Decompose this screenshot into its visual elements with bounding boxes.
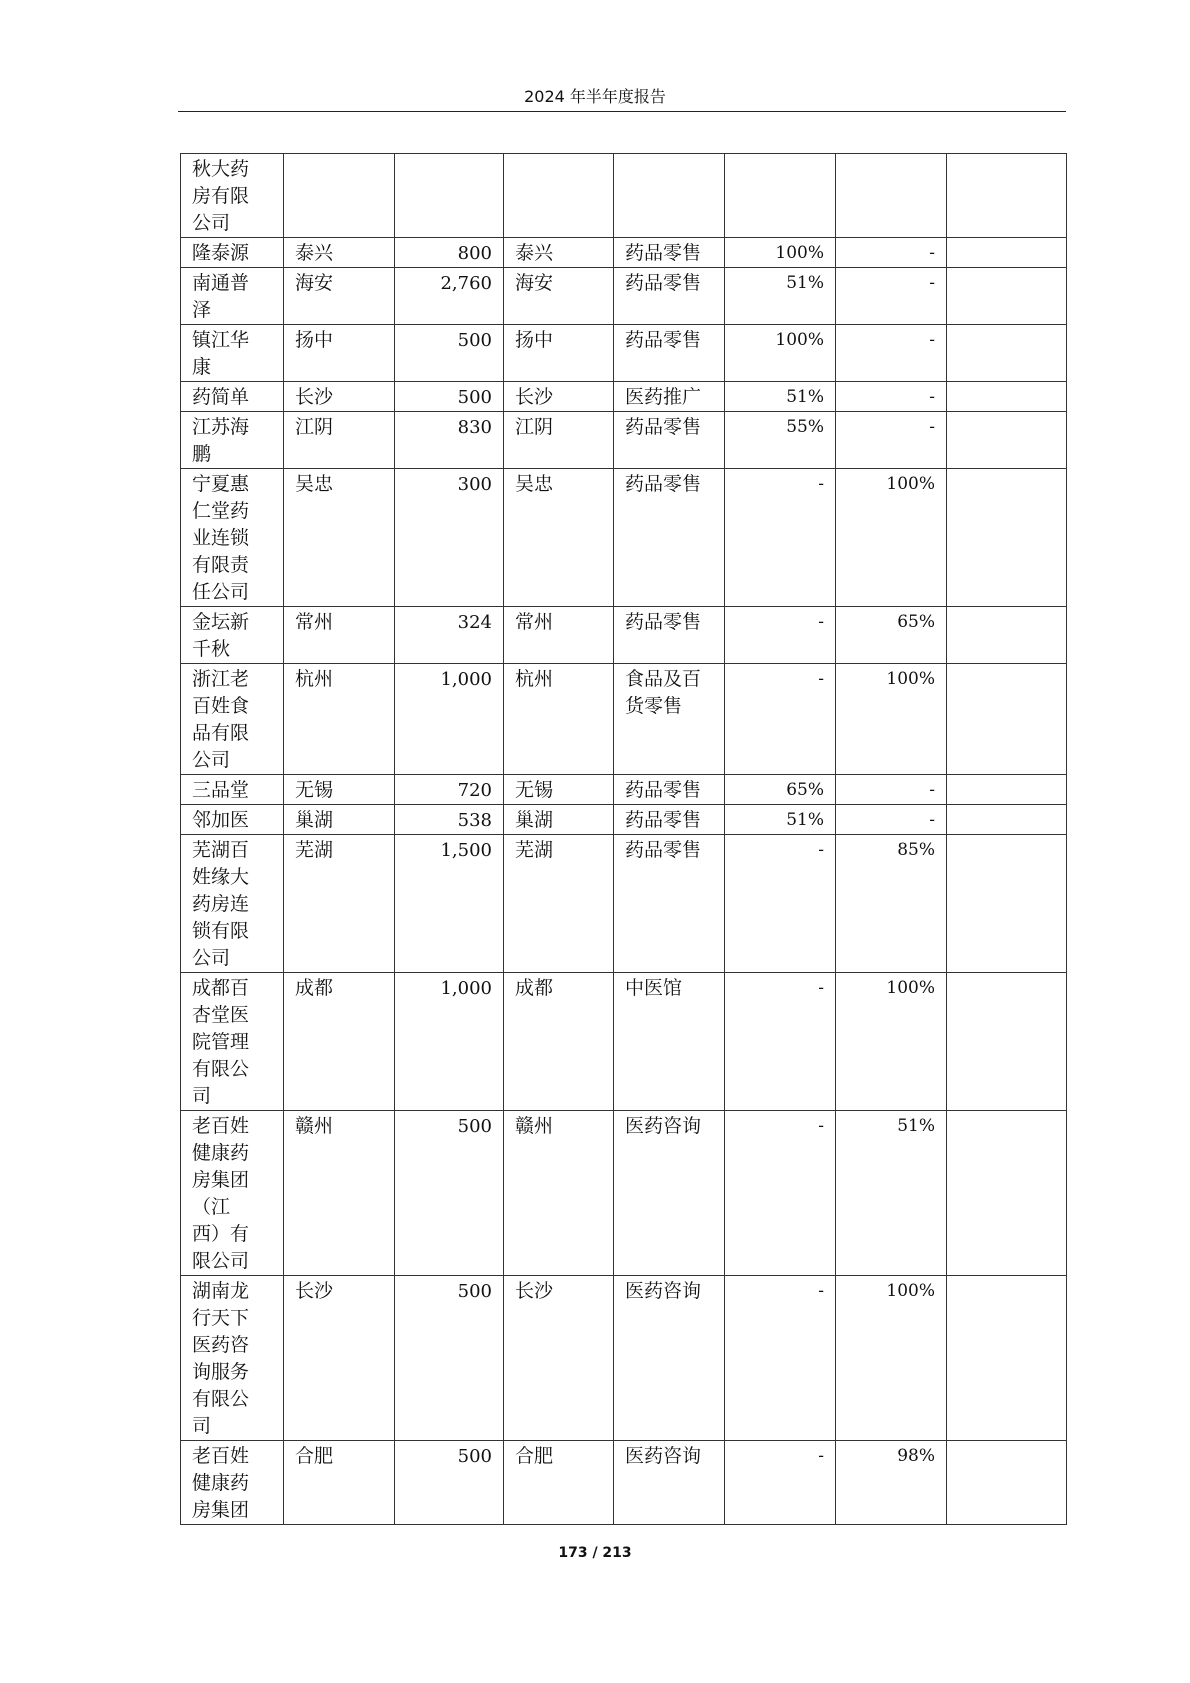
indirect-share-cell-text: 100% <box>886 474 935 494</box>
business-nature-cell-text: 药品零售 <box>625 242 702 264</box>
registered-capital-cell <box>395 154 504 238</box>
business-nature-cell <box>614 1111 725 1276</box>
business-nature-cell <box>614 154 725 238</box>
business-nature-cell <box>614 775 725 805</box>
registration-place-cell-text: 常州 <box>515 611 554 633</box>
registration-place-cell-text: 赣州 <box>515 1115 554 1137</box>
remark-cell <box>947 238 1067 268</box>
subsidiary-name-cell <box>181 973 284 1111</box>
main-place-cell-text: 江阴 <box>295 416 334 438</box>
registered-capital-cell-text: 1,500 <box>440 840 492 861</box>
main-place-cell <box>284 154 395 238</box>
main-place-cell <box>284 1441 395 1525</box>
main-place-cell <box>284 664 395 775</box>
direct-share-cell-text: - <box>818 1281 824 1301</box>
business-nature-cell-text: 医药咨询 <box>625 1445 702 1467</box>
direct-share-cell <box>725 607 836 664</box>
registration-place-cell <box>504 469 614 607</box>
remark-cell <box>947 325 1067 382</box>
registered-capital-cell <box>395 469 504 607</box>
direct-share-cell-text: 55% <box>786 417 824 437</box>
remark-cell <box>947 664 1067 775</box>
table-row <box>181 1111 1067 1276</box>
registered-capital-cell-text: 1,000 <box>440 978 492 999</box>
registered-capital-cell <box>395 412 504 469</box>
remark-cell <box>947 154 1067 238</box>
indirect-share-cell <box>836 268 947 325</box>
direct-share-cell <box>725 1441 836 1525</box>
remark-cell <box>947 382 1067 412</box>
subsidiary-name-cell-text: 老百姓 健康药 房集团 （江 西）有 限公司 <box>192 1115 250 1272</box>
registered-capital-cell-text: 500 <box>457 1446 492 1467</box>
direct-share-cell-text: 51% <box>786 810 824 830</box>
business-nature-cell <box>614 1441 725 1525</box>
registered-capital-cell <box>395 1276 504 1441</box>
main-place-cell <box>284 238 395 268</box>
remark-cell <box>947 469 1067 607</box>
indirect-share-cell-text: - <box>929 417 935 437</box>
direct-share-cell <box>725 238 836 268</box>
business-nature-cell <box>614 805 725 835</box>
registration-place-cell-text: 杭州 <box>515 668 554 690</box>
indirect-share-cell-text: - <box>929 243 935 263</box>
subsidiary-name-cell-text: 老百姓 健康药 房集团 <box>192 1445 250 1521</box>
direct-share-cell-text: - <box>818 474 824 494</box>
registration-place-cell <box>504 268 614 325</box>
indirect-share-cell <box>836 382 947 412</box>
subsidiary-name-cell <box>181 1441 284 1525</box>
registration-place-cell-text: 长沙 <box>515 1280 554 1302</box>
registration-place-cell-text: 长沙 <box>515 386 554 408</box>
registered-capital-cell <box>395 805 504 835</box>
indirect-share-cell <box>836 412 947 469</box>
business-nature-cell-text: 药品零售 <box>625 611 702 633</box>
direct-share-cell <box>725 469 836 607</box>
subsidiary-name-cell-text: 南通普 泽 <box>192 272 250 321</box>
business-nature-cell-text: 药品零售 <box>625 809 702 831</box>
subsidiary-name-cell-text: 隆泰源 <box>192 242 250 264</box>
registered-capital-cell-text: 538 <box>457 810 492 831</box>
business-nature-cell-text: 药品零售 <box>625 329 702 351</box>
remark-cell <box>947 268 1067 325</box>
remark-cell <box>947 412 1067 469</box>
indirect-share-cell-text: 98% <box>897 1446 935 1466</box>
subsidiary-name-cell-text: 宁夏惠 仁堂药 业连锁 有限责 任公司 <box>192 473 250 603</box>
main-place-cell-text: 杭州 <box>295 668 334 690</box>
business-nature-cell-text: 医药推广 <box>625 386 702 408</box>
registration-place-cell <box>504 325 614 382</box>
indirect-share-cell-text: 100% <box>886 978 935 998</box>
registered-capital-cell <box>395 1111 504 1276</box>
registered-capital-cell <box>395 268 504 325</box>
business-nature-cell <box>614 268 725 325</box>
table-row <box>181 238 1067 268</box>
registered-capital-cell <box>395 238 504 268</box>
registered-capital-cell <box>395 607 504 664</box>
subsidiary-name-cell <box>181 268 284 325</box>
main-place-cell-text: 长沙 <box>295 1280 334 1302</box>
subsidiary-name-cell-text: 湖南龙 行天下 医药咨 询服务 有限公 司 <box>192 1280 250 1437</box>
main-place-cell <box>284 412 395 469</box>
registration-place-cell <box>504 775 614 805</box>
table-row <box>181 805 1067 835</box>
registration-place-cell-text: 合肥 <box>515 1445 554 1467</box>
main-place-cell-text: 常州 <box>295 611 334 633</box>
main-place-cell <box>284 835 395 973</box>
subsidiary-name-cell <box>181 469 284 607</box>
business-nature-cell-text: 食品及百 货零售 <box>625 668 702 717</box>
subsidiary-name-cell <box>181 1276 284 1441</box>
indirect-share-cell-text: 85% <box>897 840 935 860</box>
table-row <box>181 1276 1067 1441</box>
table-row <box>181 325 1067 382</box>
registered-capital-cell <box>395 664 504 775</box>
subsidiary-name-cell <box>181 775 284 805</box>
registration-place-cell <box>504 1111 614 1276</box>
registered-capital-cell <box>395 382 504 412</box>
direct-share-cell <box>725 268 836 325</box>
indirect-share-cell <box>836 238 947 268</box>
direct-share-cell <box>725 835 836 973</box>
direct-share-cell-text: - <box>818 1446 824 1466</box>
subsidiary-name-cell-text: 药简单 <box>192 386 250 408</box>
indirect-share-cell <box>836 154 947 238</box>
registered-capital-cell-text: 500 <box>457 330 492 351</box>
indirect-share-cell <box>836 1441 947 1525</box>
registration-place-cell-text: 无锡 <box>515 779 554 801</box>
registered-capital-cell <box>395 973 504 1111</box>
direct-share-cell-text: 51% <box>786 273 824 293</box>
registered-capital-cell <box>395 325 504 382</box>
direct-share-cell <box>725 382 836 412</box>
remark-cell <box>947 835 1067 973</box>
direct-share-cell-text: 100% <box>775 243 824 263</box>
business-nature-cell <box>614 469 725 607</box>
main-place-cell-text: 扬中 <box>295 329 334 351</box>
remark-cell <box>947 1276 1067 1441</box>
business-nature-cell-text: 药品零售 <box>625 416 702 438</box>
table-row <box>181 775 1067 805</box>
table-row <box>181 268 1067 325</box>
registered-capital-cell-text: 830 <box>457 417 492 438</box>
subsidiary-name-cell-text: 浙江老 百姓食 品有限 公司 <box>192 668 250 771</box>
direct-share-cell-text: - <box>818 612 824 632</box>
subsidiary-name-cell-text: 江苏海 鹏 <box>192 416 250 465</box>
indirect-share-cell <box>836 664 947 775</box>
main-place-cell <box>284 805 395 835</box>
direct-share-cell-text: - <box>818 1116 824 1136</box>
direct-share-cell <box>725 1111 836 1276</box>
indirect-share-cell <box>836 775 947 805</box>
business-nature-cell-text: 药品零售 <box>625 779 702 801</box>
indirect-share-cell-text: 100% <box>886 1281 935 1301</box>
table-row <box>181 382 1067 412</box>
subsidiary-name-cell-text: 三品堂 <box>192 779 250 801</box>
main-place-cell <box>284 607 395 664</box>
main-place-cell-text: 海安 <box>295 272 334 294</box>
registration-place-cell <box>504 412 614 469</box>
registered-capital-cell-text: 720 <box>457 780 492 801</box>
direct-share-cell <box>725 805 836 835</box>
registered-capital-cell <box>395 835 504 973</box>
table-row <box>181 835 1067 973</box>
registered-capital-cell-text: 800 <box>457 243 492 264</box>
business-nature-cell-text: 医药咨询 <box>625 1280 702 1302</box>
indirect-share-cell-text: 100% <box>886 669 935 689</box>
page-number: 173 / 213 <box>558 1545 632 1561</box>
table-row <box>181 607 1067 664</box>
business-nature-cell-text: 药品零售 <box>625 272 702 294</box>
subsidiary-name-cell <box>181 835 284 973</box>
registration-place-cell-text: 成都 <box>515 977 554 999</box>
subsidiary-name-cell-text: 芜湖百 姓缘大 药房连 锁有限 公司 <box>192 839 250 969</box>
business-nature-cell <box>614 238 725 268</box>
direct-share-cell <box>725 775 836 805</box>
registration-place-cell-text: 泰兴 <box>515 242 554 264</box>
business-nature-cell <box>614 973 725 1111</box>
registration-place-cell <box>504 154 614 238</box>
table-body <box>181 154 1067 1525</box>
direct-share-cell <box>725 973 836 1111</box>
direct-share-cell <box>725 1276 836 1441</box>
indirect-share-cell <box>836 805 947 835</box>
indirect-share-cell-text: 65% <box>897 612 935 632</box>
indirect-share-cell-text: 51% <box>897 1116 935 1136</box>
registered-capital-cell <box>395 1441 504 1525</box>
table-row <box>181 412 1067 469</box>
remark-cell <box>947 1441 1067 1525</box>
main-place-cell <box>284 382 395 412</box>
registered-capital-cell-text: 300 <box>457 474 492 495</box>
direct-share-cell-text: 65% <box>786 780 824 800</box>
direct-share-cell-text: - <box>818 669 824 689</box>
registered-capital-cell-text: 500 <box>457 1281 492 1302</box>
indirect-share-cell-text: - <box>929 387 935 407</box>
registered-capital-cell <box>395 775 504 805</box>
main-place-cell <box>284 268 395 325</box>
main-place-cell-text: 赣州 <box>295 1115 334 1137</box>
business-nature-cell-text: 药品零售 <box>625 839 702 861</box>
indirect-share-cell-text: - <box>929 780 935 800</box>
subsidiary-name-cell <box>181 238 284 268</box>
registration-place-cell <box>504 664 614 775</box>
table-row <box>181 664 1067 775</box>
subsidiary-name-cell <box>181 1111 284 1276</box>
indirect-share-cell <box>836 1276 947 1441</box>
direct-share-cell <box>725 325 836 382</box>
report-header-title: 2024 年半年度报告 <box>524 87 666 106</box>
registration-place-cell <box>504 973 614 1111</box>
subsidiary-name-cell <box>181 412 284 469</box>
registered-capital-cell-text: 500 <box>457 387 492 408</box>
main-place-cell-text: 成都 <box>295 977 334 999</box>
indirect-share-cell-text: - <box>929 810 935 830</box>
indirect-share-cell <box>836 325 947 382</box>
table-row <box>181 469 1067 607</box>
table-row <box>181 973 1067 1111</box>
registration-place-cell <box>504 1276 614 1441</box>
indirect-share-cell-text: - <box>929 330 935 350</box>
indirect-share-cell <box>836 607 947 664</box>
direct-share-cell-text: 51% <box>786 387 824 407</box>
main-place-cell <box>284 469 395 607</box>
main-place-cell <box>284 325 395 382</box>
business-nature-cell <box>614 607 725 664</box>
main-place-cell-text: 无锡 <box>295 779 334 801</box>
registered-capital-cell-text: 500 <box>457 1116 492 1137</box>
business-nature-cell <box>614 1276 725 1441</box>
indirect-share-cell <box>836 835 947 973</box>
direct-share-cell <box>725 412 836 469</box>
subsidiary-name-cell <box>181 325 284 382</box>
main-place-cell <box>284 1276 395 1441</box>
direct-share-cell-text: - <box>818 978 824 998</box>
indirect-share-cell <box>836 973 947 1111</box>
subsidiary-name-cell <box>181 382 284 412</box>
subsidiary-name-cell-text: 邻加医 <box>192 809 250 831</box>
indirect-share-cell <box>836 469 947 607</box>
subsidiary-name-cell-text: 金坛新 千秋 <box>192 611 250 660</box>
subsidiary-name-cell <box>181 805 284 835</box>
registration-place-cell <box>504 805 614 835</box>
registration-place-cell-text: 巢湖 <box>515 809 554 831</box>
registration-place-cell-text: 海安 <box>515 272 554 294</box>
remark-cell <box>947 607 1067 664</box>
remark-cell <box>947 973 1067 1111</box>
main-place-cell-text: 合肥 <box>295 1445 334 1467</box>
table-row <box>181 154 1067 238</box>
subsidiary-name-cell-text: 秋大药 房有限 公司 <box>192 158 250 234</box>
business-nature-cell <box>614 325 725 382</box>
main-place-cell <box>284 973 395 1111</box>
indirect-share-cell-text: - <box>929 273 935 293</box>
remark-cell <box>947 805 1067 835</box>
registered-capital-cell-text: 324 <box>457 612 492 633</box>
subsidiaries-table <box>180 153 1067 1525</box>
business-nature-cell-text: 中医馆 <box>625 977 683 999</box>
direct-share-cell-text: 100% <box>775 330 824 350</box>
business-nature-cell <box>614 835 725 973</box>
table-row <box>181 1441 1067 1525</box>
registration-place-cell-text: 吴忠 <box>515 473 554 495</box>
business-nature-cell <box>614 412 725 469</box>
main-place-cell-text: 吴忠 <box>295 473 334 495</box>
subsidiary-name-cell <box>181 664 284 775</box>
registration-place-cell <box>504 607 614 664</box>
subsidiary-name-cell <box>181 154 284 238</box>
registered-capital-cell-text: 1,000 <box>440 669 492 690</box>
remark-cell <box>947 1111 1067 1276</box>
registered-capital-cell-text: 2,760 <box>440 273 492 294</box>
direct-share-cell <box>725 154 836 238</box>
registration-place-cell-text: 芜湖 <box>515 839 554 861</box>
main-place-cell <box>284 1111 395 1276</box>
business-nature-cell-text: 药品零售 <box>625 473 702 495</box>
main-place-cell-text: 长沙 <box>295 386 334 408</box>
subsidiary-name-cell <box>181 607 284 664</box>
business-nature-cell <box>614 382 725 412</box>
main-place-cell <box>284 775 395 805</box>
header-divider <box>178 111 1066 112</box>
registration-place-cell <box>504 835 614 973</box>
main-place-cell-text: 泰兴 <box>295 242 334 264</box>
direct-share-cell-text: - <box>818 840 824 860</box>
business-nature-cell-text: 医药咨询 <box>625 1115 702 1137</box>
main-place-cell-text: 巢湖 <box>295 809 334 831</box>
subsidiary-name-cell-text: 镇江华 康 <box>192 329 250 378</box>
direct-share-cell <box>725 664 836 775</box>
registration-place-cell <box>504 1441 614 1525</box>
registration-place-cell-text: 江阴 <box>515 416 554 438</box>
registration-place-cell-text: 扬中 <box>515 329 554 351</box>
subsidiary-name-cell-text: 成都百 杏堂医 院管理 有限公 司 <box>192 977 250 1107</box>
registration-place-cell <box>504 238 614 268</box>
business-nature-cell <box>614 664 725 775</box>
remark-cell <box>947 775 1067 805</box>
indirect-share-cell <box>836 1111 947 1276</box>
registration-place-cell <box>504 382 614 412</box>
main-place-cell-text: 芜湖 <box>295 839 334 861</box>
